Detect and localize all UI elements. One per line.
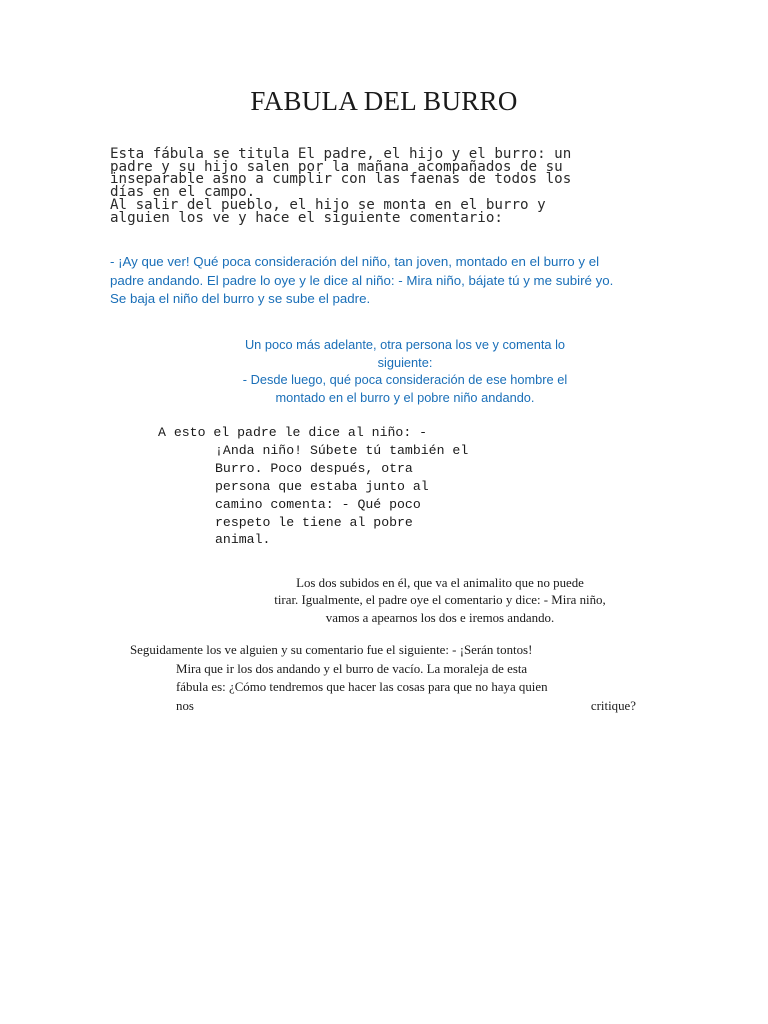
mono-line: animal. — [215, 532, 271, 548]
mono-line: camino comenta: - Qué poco — [215, 496, 421, 512]
blue-paragraph-first-comment — [110, 253, 670, 309]
serif-line: Los dos subidos en él, que va el animalito que no puede — [296, 576, 584, 590]
blue-line: - Desde luego, qué poca consideración de ese hombre el — [242, 372, 568, 387]
serif-line: Mira que ir los dos andando y el burro de vacío. La moraleja de esta — [176, 661, 528, 676]
intro-line: alguien los ve y hace el siguiente comentario: — [110, 209, 503, 226]
mono-line: Burro. Poco después, otra — [215, 460, 413, 476]
blue-line: - ¡Ay que ver! Qué poca consideración del niño, tan joven, montado en el burro y el — [110, 254, 600, 269]
document-title: FABULA DEL BURRO — [250, 86, 518, 116]
intro-line: Esta fábula se titula El padre, el hijo y el burro: un — [110, 146, 572, 162]
serif-line: vamos a apearnos los dos e iremos andando. — [325, 610, 555, 625]
serif-line: fábula es: ¿Cómo tendremos que hacer las cosas para que no haya quien — [176, 680, 548, 695]
intro-line: inseparable asno a cumplir con las faenas de todos los — [110, 171, 572, 188]
serif-paragraph-both-riding — [230, 575, 650, 627]
serif-line: tirar. Igualmente, el padre oye el comentario y dice: - Mira niño, — [274, 593, 606, 608]
mono-line: respeto le tiene al pobre — [215, 514, 413, 530]
intro-line: días en el campo. — [110, 184, 256, 201]
blue-line: Se baja el niño del burro y se sube el padre. — [110, 291, 371, 306]
intro-line: padre y su hijo salen por la mañana acompañados de su — [110, 158, 563, 175]
serif-paragraph-moral — [130, 641, 640, 715]
mono-paragraph-third-comment — [158, 424, 558, 549]
serif-line: Seguidamente los ve alguien y su comentario fue el siguiente: - ¡Serán tontos! — [130, 643, 533, 657]
intro-line: Al salir del pueblo, el hijo se monta en el burro y — [110, 196, 546, 213]
blue-line: siguiente: — [377, 354, 433, 370]
serif-last-word-right: critique? — [590, 698, 636, 713]
blue-line: montado en el burro y el pobre niño andando. — [275, 389, 535, 405]
mono-line: A esto el padre le dice al niño: - — [158, 425, 428, 440]
intro-paragraph — [110, 148, 630, 224]
serif-last-word-left: nos — [176, 698, 194, 713]
blue-paragraph-second-comment — [205, 336, 605, 406]
blue-line: Un poco más adelante, otra persona los ve y comenta lo — [244, 337, 566, 352]
blue-line: padre andando. El padre lo oye y le dice al niño: - Mira niño, bájate tú y me subiré yo. — [110, 272, 614, 288]
mono-line: ¡Anda niño! Súbete tú también el — [215, 442, 469, 458]
serif-last-line — [130, 697, 636, 716]
mono-line: persona que estaba junto al — [215, 478, 429, 494]
